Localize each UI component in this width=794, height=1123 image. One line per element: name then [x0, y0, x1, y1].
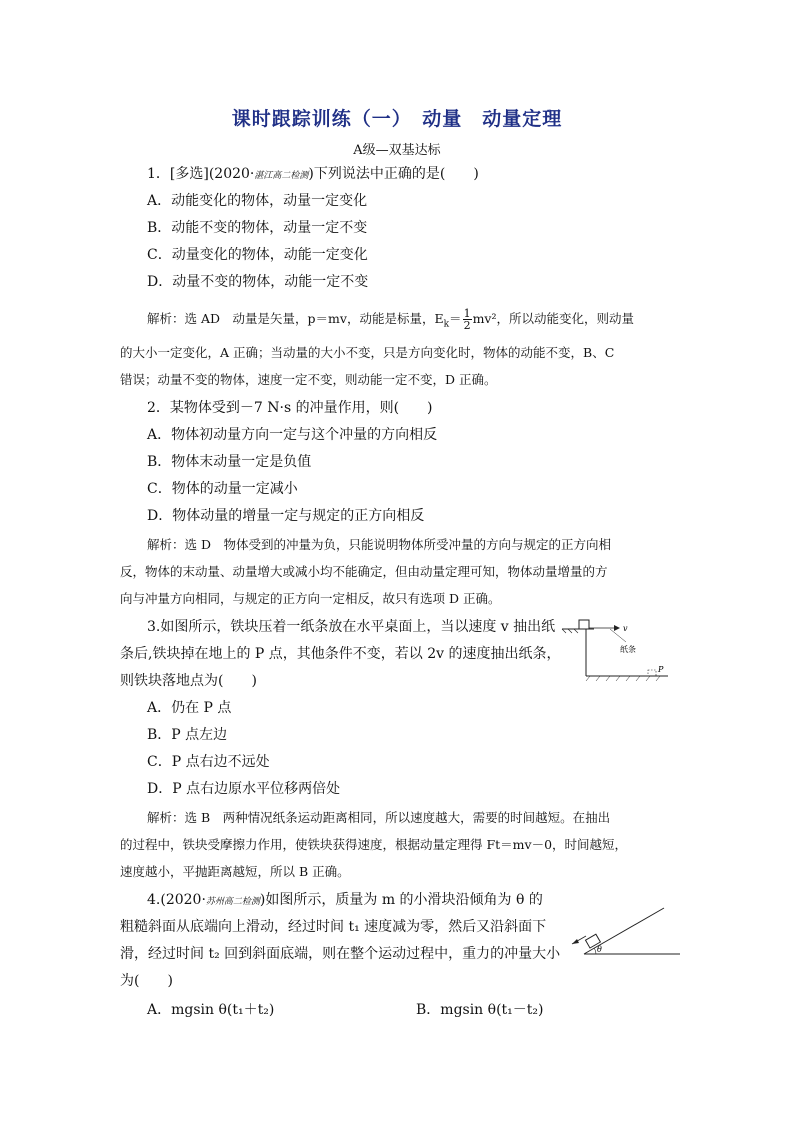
- point-p-label: P: [658, 665, 664, 674]
- q1-explanation-line-2: 的大小一定变化，A 正确；当动量的大小不变，只是方向变化时，物体的动能不变，B、C: [120, 345, 615, 360]
- q1-option-c: C．动量变化的物体，动能一定变化: [147, 247, 368, 263]
- fraction-denominator: 2: [463, 319, 471, 332]
- fraction-numerator: 1: [463, 307, 471, 320]
- q3-explanation-line-1: 解析：选 B 两种情况纸条运动距离相同，所以速度越大，需要的时间越短。在抽出: [147, 810, 611, 825]
- q1-explanation-line-3: 错误；动量不变的物体，速度一定不变，则动能一定不变，D 正确。: [120, 372, 497, 387]
- q1-source: 湛江高二检测: [254, 171, 309, 181]
- question-4-stem-line-3: 滑，经过时间 t₂ 回到斜面底端，则在整个运动过程中，重力的冲量大小: [120, 946, 561, 962]
- q1-option-d: D．动量不变的物体，动能一定不变: [147, 274, 369, 290]
- q3-explanation-line-2: 的过程中，铁块受摩擦力作用，使铁块获得速度，根据动量定理得 Ft＝mv－0，时间越短，: [120, 837, 628, 852]
- q4-prefix: 4.(2020·: [147, 892, 206, 908]
- question-4-stem-line-1: [147, 890, 543, 912]
- q4-suffix: )如图所示，质量为 m 的小滑块沿倾角为 θ 的: [259, 892, 543, 908]
- q2-option-a: A．物体初动量方向一定与这个冲量的方向相反: [147, 427, 438, 443]
- q2-option-d: D．物体动量的增量一定与规定的正方向相反: [147, 508, 425, 524]
- arrow-icon: [572, 939, 579, 944]
- q2-option-c: C．物体的动量一定减小: [147, 481, 298, 497]
- question-1-stem: [147, 164, 479, 186]
- q3-option-d: D．P 点右边原水平位移两倍处: [147, 781, 341, 797]
- one-half-fraction: [463, 308, 472, 331]
- q1-expl-text-a: 解析：选 AD 动量是矢量，p＝mv，动能是标量，E: [147, 311, 444, 326]
- velocity-label: v: [623, 624, 628, 633]
- q2-option-b: B．物体末动量一定是负值: [147, 454, 312, 470]
- question-3-stem-line-3: 则铁块落地点为( ): [120, 673, 257, 689]
- q1-expl-subscript: k: [443, 319, 450, 330]
- q2-explanation-line-1: 解析：选 D 物体受到的冲量为负，只能说明物体所受冲量的方向与规定的正方向相: [147, 537, 611, 552]
- q4-option-a: A．mgsin θ(t₁＋t₂): [147, 1002, 275, 1018]
- q3-option-b: B．P 点左边: [147, 727, 228, 743]
- q4-option-b: B．mgsin θ(t₁－t₂): [416, 1002, 544, 1018]
- q1-expl-text-c: mv²，所以动能变化，则动量: [472, 311, 634, 326]
- q1-expl-equals: ＝: [449, 311, 462, 326]
- arrow-icon: [614, 625, 620, 631]
- question-3-stem-line-2: 条后,铁块掉在地上的 P 点，其他条件不变，若以 2v 的速度抽出纸条，: [120, 646, 561, 662]
- q2-explanation-line-2: 反，物体的末动量、动量增大或减小均不能确定，但由动量定理可知，物体动量增量的方: [120, 564, 608, 579]
- q1-option-b: B．动能不变的物体，动量一定不变: [147, 220, 368, 236]
- paper-label: 纸条: [620, 645, 636, 654]
- question-2-stem: 2．某物体受到－7 N·s 的冲量作用，则( ): [147, 400, 433, 416]
- question-3-stem-line-1: 3.如图所示，铁块压着一纸条放在水平桌面上，当以速度 v 抽出纸: [147, 619, 556, 635]
- q3-option-c: C．P 点右边不远处: [147, 754, 270, 770]
- q4-source: 苏州高二检测: [205, 897, 260, 907]
- q2-explanation-line-3: 向与冲量方向相同，与规定的正方向一定相反，故只有选项 D 正确。: [120, 591, 501, 606]
- incline-surface: [584, 908, 664, 954]
- question-4-stem-line-2: 粗糙斜面从底端向上滑动，经过时间 t₁ 速度减为零，然后又沿斜面下: [120, 919, 547, 935]
- q1-suffix: )下列说法中正确的是( ): [308, 166, 479, 182]
- table-paper-figure: [556, 614, 676, 689]
- question-4-stem-line-4: 为( ): [120, 973, 173, 989]
- q1-prefix: 1．[多选](2020·: [147, 166, 255, 182]
- q3-explanation-line-3: 速度越小，平抛距离越短，所以 B 正确。: [120, 864, 350, 879]
- q1-option-a: A．动能变化的物体，动量一定变化: [147, 193, 368, 209]
- page-title: 课时跟踪训练（一） 动量 动量定理: [231, 108, 563, 130]
- incline-figure: [566, 904, 684, 962]
- q1-explanation-line-1: [147, 308, 634, 335]
- landing-point-marker: [648, 670, 656, 676]
- iron-block: [579, 620, 589, 629]
- level-heading: A级—双基达标: [353, 143, 441, 158]
- angle-theta-label: θ: [597, 945, 602, 954]
- q3-option-a: A．仍在 P 点: [147, 700, 232, 716]
